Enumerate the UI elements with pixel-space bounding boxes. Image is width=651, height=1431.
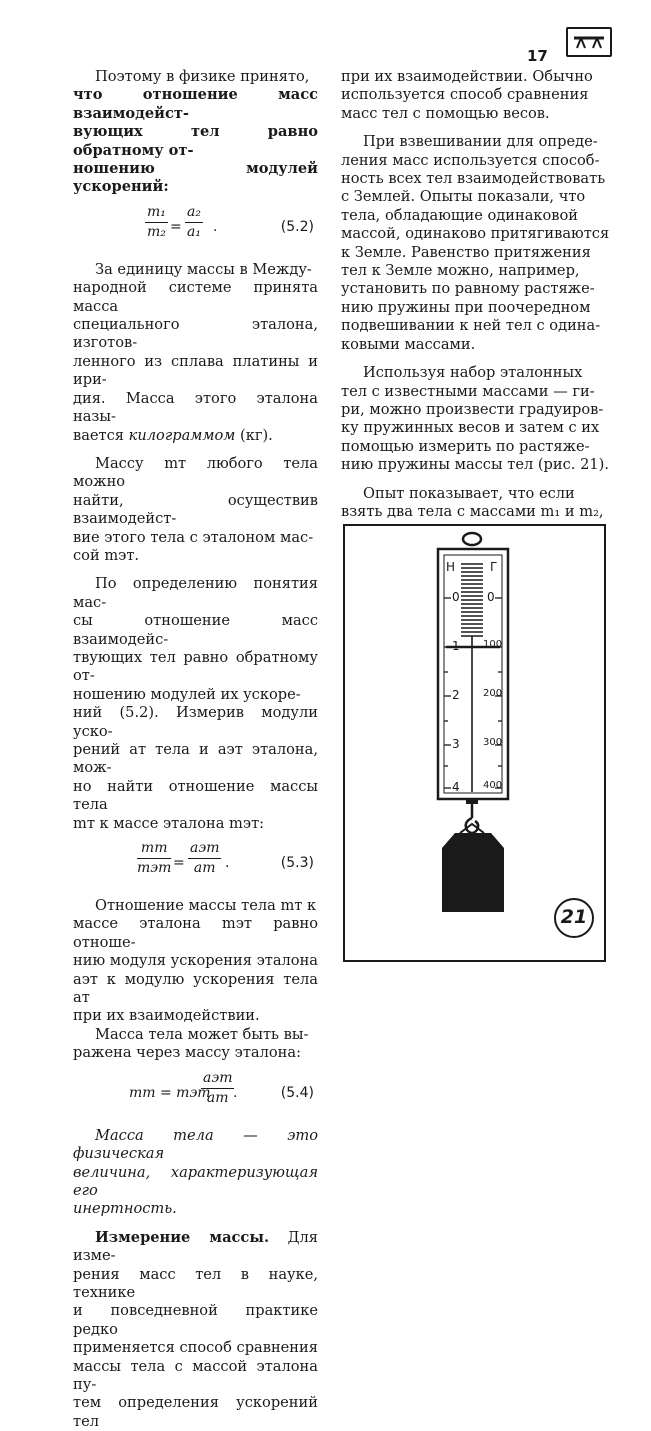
term-kilogram: килограммом (128, 426, 236, 444)
left-scale-label: 3 (452, 737, 460, 751)
text-line: рений aт тела и aэт эталона, мож- (73, 741, 318, 777)
text-span: (кг). (235, 426, 273, 444)
text-line: mт к массе эталона mэт: (73, 814, 265, 832)
equation-5-3 (73, 841, 318, 885)
text-line: ний (5.2). Измерив модули уско- (73, 704, 318, 740)
text-line: массой, одинаково притягиваются (341, 225, 610, 243)
page-number: 17 (527, 47, 548, 65)
paragraph-intro (73, 68, 318, 197)
right-scale-label: 400 (483, 780, 503, 791)
definition-mass (73, 1127, 318, 1219)
text-line: величина, характеризующая его (73, 1163, 318, 1199)
text-line: ность всех тел взаимодействовать (341, 170, 606, 188)
text-line: тел с известными массами — ги- (341, 382, 595, 400)
text-line: народной системе принята масса (73, 279, 318, 315)
text-line: но найти отношение массы тела (73, 777, 318, 814)
text-line: За единицу массы в Между- (95, 260, 312, 278)
left-column (73, 68, 318, 1431)
paragraph-unit-definition (73, 261, 318, 445)
right-column (341, 68, 613, 521)
right-scale-label: 200 (483, 688, 503, 699)
scale-header-right: Г (490, 560, 498, 574)
equation-number: (5.4) (280, 1084, 314, 1101)
text-line: сой mэт. (73, 546, 140, 564)
text-line: тем определения ускорений тел (73, 1394, 318, 1430)
equals-sign: = (173, 855, 185, 872)
left-scale-label: 0 (452, 590, 460, 604)
equation-5-4 (73, 1071, 318, 1115)
text-line: найти, осуществив взаимодейст- (73, 491, 318, 528)
right-scale-label: 100 (483, 639, 503, 650)
text-line: к Земле. Равенство притяжения (341, 243, 591, 261)
paragraph-experiment (341, 485, 613, 522)
text-line (73, 427, 318, 445)
denominator: aт (193, 860, 216, 877)
fraction (185, 205, 203, 240)
text-line: При взвешивании для опреде- (363, 133, 598, 151)
denominator: m₂ (147, 223, 166, 240)
text-line: с Землей. Опыты показали, что (341, 188, 586, 206)
fraction (137, 841, 171, 876)
text-line: ку пружинных весов и затем с их (341, 419, 600, 437)
text-line: Масса тела — это физическая (73, 1126, 318, 1163)
text-line: что отношение масс взаимодейст- (73, 86, 318, 122)
paragraph-ratio (73, 897, 318, 1026)
text-line: взять два тела с массами m₁ и m₂, (341, 502, 604, 520)
text-line: aэт к модулю ускорения тела aт (73, 970, 318, 1007)
text-line: ковыми массами. (341, 335, 476, 353)
text-line: По определению понятия мас- (73, 575, 318, 611)
paragraph-definition (73, 575, 318, 833)
text-line: ления масс используется способ- (341, 151, 600, 169)
text-line: подвешивании к ней тел с одина- (341, 317, 601, 335)
scales-icon (568, 29, 610, 55)
fraction (201, 1071, 234, 1106)
text-line: масс тел с помощью весов. (341, 104, 550, 122)
paragraph-measurement (73, 1229, 318, 1431)
section-icon (566, 27, 612, 57)
numerator: mт (137, 841, 171, 859)
text-span: Для изме- (73, 1228, 318, 1265)
text-line: ражена через массу эталона: (73, 1044, 302, 1062)
equation-number: (5.3) (280, 855, 314, 872)
fraction (188, 841, 221, 876)
equals-sign: = (170, 218, 182, 235)
text-line: используется способ сравнения (341, 86, 589, 104)
text-line: установить по равному растяже- (341, 280, 595, 298)
paragraph-weighing (341, 133, 613, 354)
text-line: помощью измерить по растяже- (341, 437, 590, 455)
text-line: вующих тел равно обратному от- (73, 123, 318, 159)
paragraph-continued (341, 68, 613, 123)
equation-number: (5.2) (280, 218, 314, 235)
text-line: ношению модулей ускорений: (73, 160, 318, 196)
denominator: aт (206, 1089, 229, 1106)
numerator: aэт (188, 841, 221, 859)
equation-punctuation: . (233, 1084, 238, 1101)
text-line: при их взаимодействии. (73, 1007, 260, 1025)
text-line: тел к Земле можно, например, (341, 262, 580, 280)
equation-lhs: mт = mэт (129, 1084, 211, 1101)
text-line: Массу mт любого тела можно (73, 454, 318, 491)
text-line: Поэтому в физике принято, (95, 68, 310, 85)
text-line (73, 1229, 318, 1266)
left-scale-label: 4 (452, 780, 460, 794)
figure-spring-scale (343, 524, 606, 962)
text-line: ри, можно произвести градуиров- (341, 400, 604, 418)
numerator: a₂ (185, 205, 203, 223)
paragraph-calibration (341, 364, 613, 474)
text-line: специального эталона, изготов- (73, 316, 318, 352)
equation-5-2 (73, 205, 318, 249)
text-line: нию модуля ускорения эталона (73, 952, 319, 970)
text-line: Отношение массы тела mт к (95, 897, 317, 915)
text-line: ношению модулей их ускоре- (73, 685, 301, 703)
text-span: вается (73, 426, 129, 444)
text-line: рения масс тел в науке, технике (73, 1265, 318, 1301)
paragraph-expressed (73, 1026, 318, 1063)
text-line: Опыт показывает, что если (363, 484, 575, 502)
scale-header-left: Н (446, 560, 456, 574)
text-line: при их взаимодействии. Обычно (341, 68, 593, 85)
text-line: Масса тела может быть вы- (95, 1025, 309, 1043)
text-line: нию пружины при поочередном (341, 298, 591, 316)
text-line: ленного из сплава платины и ири- (73, 352, 318, 389)
text-line: нию пружины массы тел (рис. 21). (341, 456, 609, 474)
text-line: тела, обладающие одинаковой (341, 206, 579, 224)
spring-scale-drawing (345, 526, 604, 960)
equation-punctuation: . (213, 218, 218, 235)
figure-number-badge: 21 (554, 898, 594, 938)
right-scale-label: 0 (487, 590, 495, 604)
text-line: вие этого тела с эталоном мас- (73, 528, 314, 546)
text-line: дия. Масса этого эталона назы- (73, 389, 318, 426)
right-scale-label: 300 (483, 737, 503, 748)
section-heading: Измерение массы. (95, 1228, 270, 1246)
denominator: a₁ (187, 223, 201, 240)
numerator: aэт (201, 1071, 234, 1089)
text-line: массе эталона mэт равно отноше- (73, 915, 318, 951)
fraction (145, 205, 168, 240)
denominator: mэт (137, 860, 172, 877)
text-line: применяется способ сравнения (73, 1339, 318, 1357)
numerator: m₁ (145, 205, 168, 223)
left-scale-label: 1 (452, 639, 460, 653)
equation-punctuation: . (225, 855, 230, 872)
text-line: сы отношение масс взаимодейс- (73, 612, 318, 648)
text-line: инертность. (73, 1200, 177, 1218)
text-line: массы тела с массой эталона пу- (73, 1357, 318, 1393)
left-scale-label: 2 (452, 688, 460, 702)
text-line: и повседневной практике редко (73, 1302, 318, 1338)
paragraph-measure-mass (73, 455, 318, 565)
text-line: Используя набор эталонных (363, 364, 583, 382)
text-line: твующих тел равно обратному от- (73, 648, 318, 685)
